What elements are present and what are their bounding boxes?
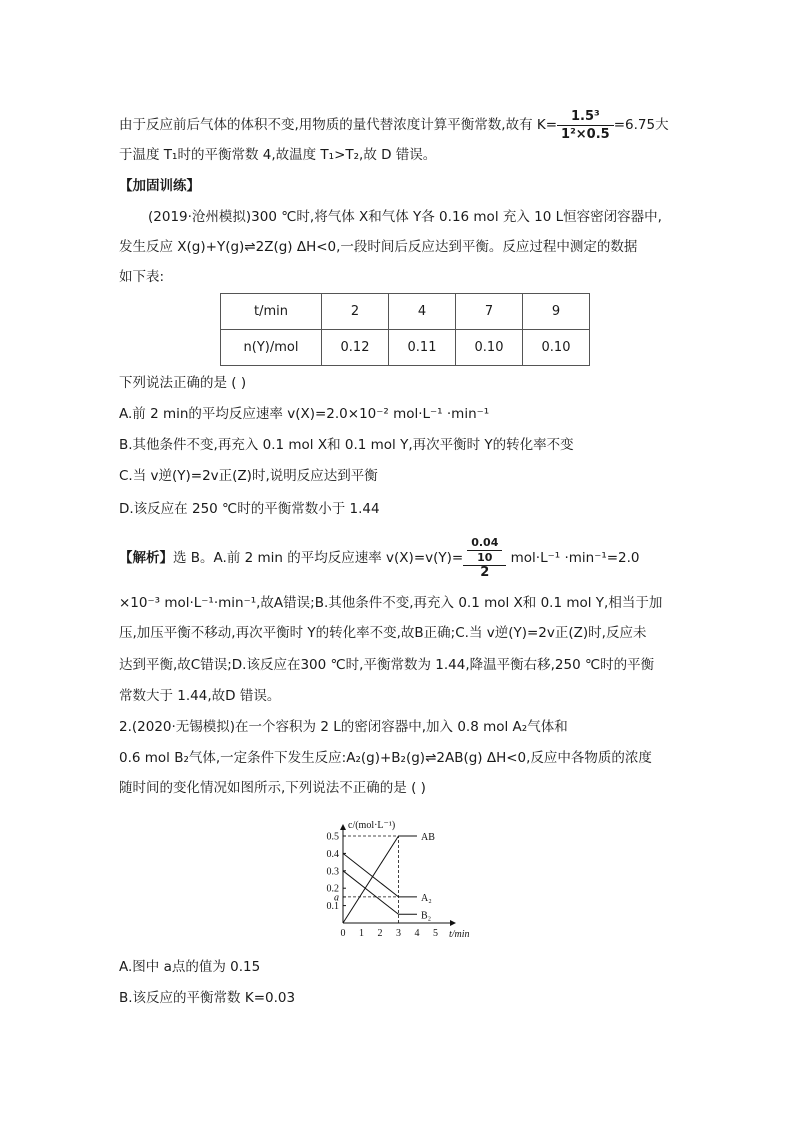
series-label: AB [421,832,435,843]
q1-line3: 如下表: [119,269,165,285]
analysis-line4: 达到平衡,故C错误;D.该反应在300 ℃时,平衡常数为 1.44,降温平衡右移,250 ℃时的平衡 [119,657,655,673]
chart-guides [343,836,399,923]
data-table [220,293,590,366]
analysis-line1-text: 选 B。A.前 2 min 的平均反应速率 v(X)=v(Y)= [173,550,464,566]
table-cell: 0.10 [523,330,590,366]
analysis-tag: 【解析】 [119,550,173,566]
table-cell: 0.10 [456,330,523,366]
series-label: B₂ [421,910,432,922]
y-tick-label: 0.5 [326,831,339,843]
x-tick-label: 3 [396,928,401,939]
rate-inner-numerator: 0.04 [471,536,499,549]
q1-option-a: A.前 2 min的平均反应速率 v(X)=2.0×10⁻² mol·L⁻¹ ·min⁻¹ [119,406,490,422]
table-cell: n(Y)/mol [221,330,322,366]
analysis-line1-result: mol·L⁻¹ ·min⁻¹=2.0 [506,550,640,566]
y-tick-label: 0.4 [326,848,339,860]
q2-line1: 2.(2020·无锡模拟)在一个容积为 2 L的密闭容器中,加入 0.8 mol A₂气体和 [119,719,568,735]
k-fraction [557,108,614,143]
k-fraction-numerator: 1.5³ [571,108,600,124]
k-fraction-denominator: 1²×0.5 [557,125,614,143]
x-tick-label: 2 [377,928,383,939]
q2-option-a: A.图中 a点的值为 0.15 [119,959,261,975]
table-row [221,330,590,366]
series-label: A₂ [421,892,432,904]
rate-fraction-denominator: 2 [463,565,506,580]
table-cell: 7 [456,294,523,330]
x-tick-label: 4 [414,928,420,939]
series-line-AB [343,836,417,923]
section-heading: 【加固训练】 [119,178,200,194]
q2-line3: 随时间的变化情况如图所示,下列说法不正确的是 ( ) [119,780,426,796]
analysis-line2: ×10⁻³ mol·L⁻¹·min⁻¹,故A错误;B.其他条件不变,再充入 0.1 mol X和 0.1 mol Y,相当于加 [119,595,663,611]
rate-inner-fraction [467,536,502,565]
rate-fraction [463,536,506,580]
q1-option-b: B.其他条件不变,再充入 0.1 mol X和 0.1 mol Y,再次平衡时 Y的转化率不变 [119,437,574,453]
x-tick-label: 0 [340,928,346,939]
analysis-line1 [119,530,640,586]
table-header-row [221,294,590,330]
q1-prompt: 下列说法正确的是 ( ) [119,375,247,391]
series-line-B₂ [343,871,417,915]
chart-series [343,832,435,923]
rate-fraction-top [463,536,506,565]
table-cell: 9 [523,294,590,330]
y-tick-label: 0.3 [326,866,339,878]
table-cell: 0.11 [389,330,456,366]
table-cell: 2 [322,294,389,330]
q2-line2: 0.6 mol B₂气体,一定条件下发生反应:A₂(g)+B₂(g)⇌2AB(g) ΔH<0,反应中各物质的浓度 [119,750,652,766]
q2-option-b: B.该反应的平衡常数 K=0.03 [119,990,296,1006]
q1-line2: 发生反应 X(g)+Y(g)⇌2Z(g) ΔH<0,一段时间后反应达到平衡。反应过程中测定的数据 [119,239,638,255]
x-tick-label: 1 [359,928,364,939]
q1-option-c: C.当 v逆(Y)=2v正(Z)时,说明反应达到平衡 [119,468,378,484]
para1-line1-text: 由于反应前后气体的体积不变,用物质的量代替浓度计算平衡常数,故有 K= [119,117,558,133]
chart-ticks [327,832,439,940]
x-axis-label: t/min [449,929,470,940]
series-line-A₂ [343,853,417,897]
analysis-line3: 压,加压平衡不移动,再次平衡时 Y的转化率不变,故B正确;C.当 v逆(Y)=2v正(Z)时,反应未 [119,625,647,641]
table-cell: 0.12 [322,330,389,366]
para1-line1 [119,105,669,145]
y-tick-label: 0.1 [326,901,339,913]
rate-inner-denominator: 10 [467,550,502,565]
table-cell: t/min [221,294,322,330]
table-cell: 4 [389,294,456,330]
analysis-line5: 常数大于 1.44,故D 错误。 [119,688,281,704]
y-tick-label: 0.2 [326,883,339,895]
q1-option-d: D.该反应在 250 ℃时的平衡常数小于 1.44 [119,501,380,517]
para1-line2: 于温度 T₁时的平衡常数 4,故温度 T₁>T₂,故 D 错误。 [119,147,437,163]
y-tick-label: a [334,892,339,904]
x-tick-label: 5 [433,928,438,939]
y-axis-label: c/(mol·L⁻¹) [348,820,396,831]
q1-line1: (2019·沧州模拟)300 ℃时,将气体 X和气体 Y各 0.16 mol 充入 10 L恒容密闭容器中, [148,209,662,225]
para1-line1-result: =6.75大 [613,117,669,133]
